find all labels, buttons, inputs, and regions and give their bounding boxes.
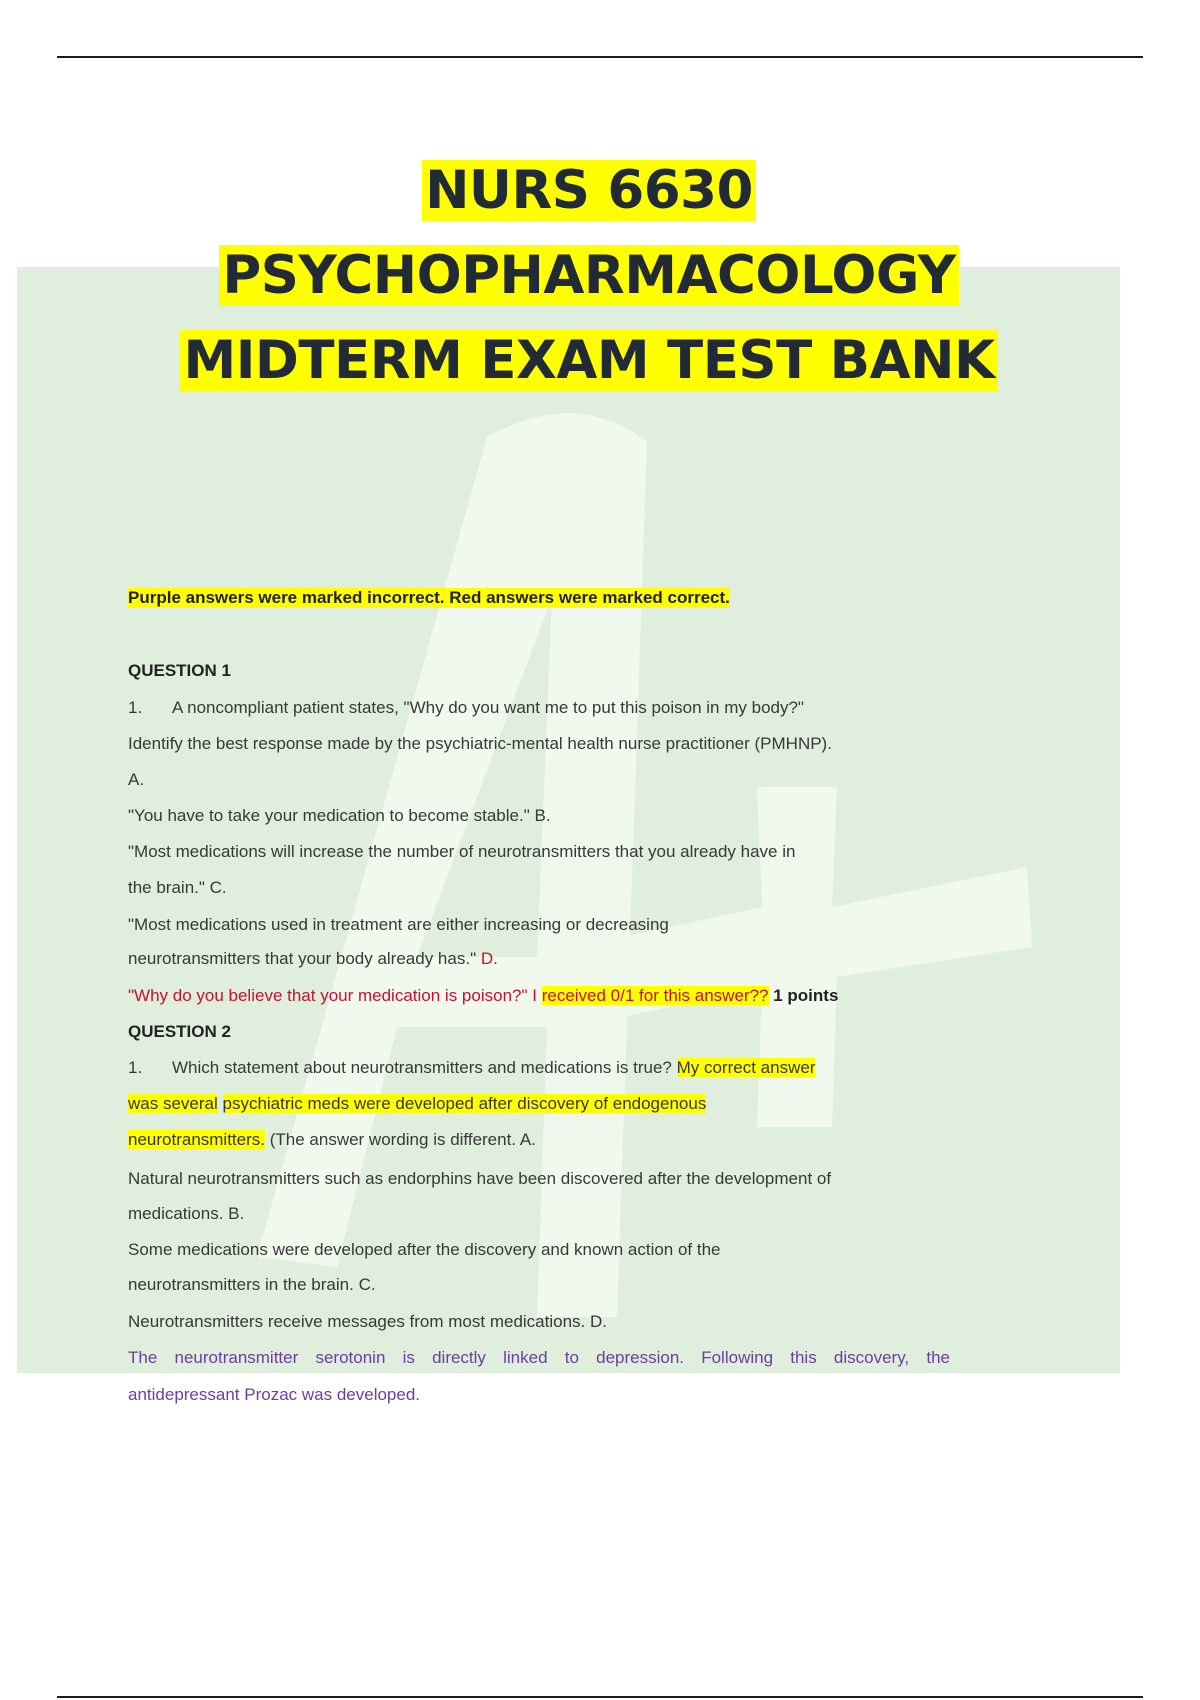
question-1-option-b: "Most medications will increase the number of neurotransmitters that you already have in [128, 842, 796, 861]
question-2-option-b-line-2: neurotransmitters in the brain. C. [128, 1275, 376, 1294]
question-2-option-a-line-2: medications. B. [128, 1204, 245, 1223]
question-1-heading: QUESTION 1 [128, 661, 231, 680]
question-1-stem: 1. A noncompliant patient states, "Why do you want me to put this poison in my body?" [128, 698, 804, 717]
question-1-number: 1. [128, 698, 143, 717]
question-1-option-a-letter: A. [128, 770, 145, 789]
question-2-note-line-3: neurotransmitters. (The answer wording is different. A. [128, 1130, 536, 1149]
legend-note: Purple answers were marked incorrect. Red answers were marked correct. [128, 588, 730, 607]
question-2-note-line-2: was several psychiatric meds were developed after discovery of endogenous [128, 1094, 707, 1113]
question-1-correct-answer: "Why do you believe that your medication is poison?" [128, 986, 528, 1005]
question-1-option-c: "Most medications used in treatment are either increasing or decreasing [128, 915, 669, 934]
question-1-points: 1 points [773, 986, 839, 1005]
question-2-option-d: The neurotransmitter serotonin is directly linked to depression. Following this discovery, the [128, 1348, 950, 1367]
question-1-stem-line-2: Identify the best response made by the psychiatric-mental health nurse practitioner (PMHNP). [128, 734, 832, 753]
question-2-number: 1. [128, 1058, 143, 1077]
question-2-heading: QUESTION 2 [128, 1022, 231, 1041]
question-2-option-c: Neurotransmitters receive messages from most medications. D. [128, 1312, 607, 1331]
question-1-note: received 0/1 for this answer?? [541, 986, 769, 1005]
footer-rule [57, 1696, 1143, 1698]
question-1-option-c-line-2: neurotransmitters that your body already has." D. [128, 949, 498, 968]
header-rule [57, 56, 1143, 58]
question-1-option-a: "You have to take your medication to become stable." B. [128, 806, 551, 825]
question-1-option-d: "Why do you believe that your medication is poison?" I received 0/1 for this answer?? 1 points [128, 986, 839, 1005]
document-title [0, 148, 1178, 403]
question-2-stem: 1. Which statement about neurotransmitters and medications is true? My correct answer [128, 1058, 816, 1077]
question-2-option-a: Natural neurotransmitters such as endorphins have been discovered after the development of [128, 1169, 832, 1188]
question-1-option-b-line-2: the brain." C. [128, 878, 227, 897]
title-line-3: MIDTERM EXAM TEST BANK [180, 330, 997, 391]
question-2-option-b: Some medications were developed after the discovery and known action of the [128, 1240, 721, 1259]
title-line-2: PSYCHOPHARMACOLOGY [219, 245, 958, 306]
title-line-1: NURS 6630 [422, 160, 756, 221]
question-2-option-d-line-2: antidepressant Prozac was developed. [128, 1385, 421, 1404]
